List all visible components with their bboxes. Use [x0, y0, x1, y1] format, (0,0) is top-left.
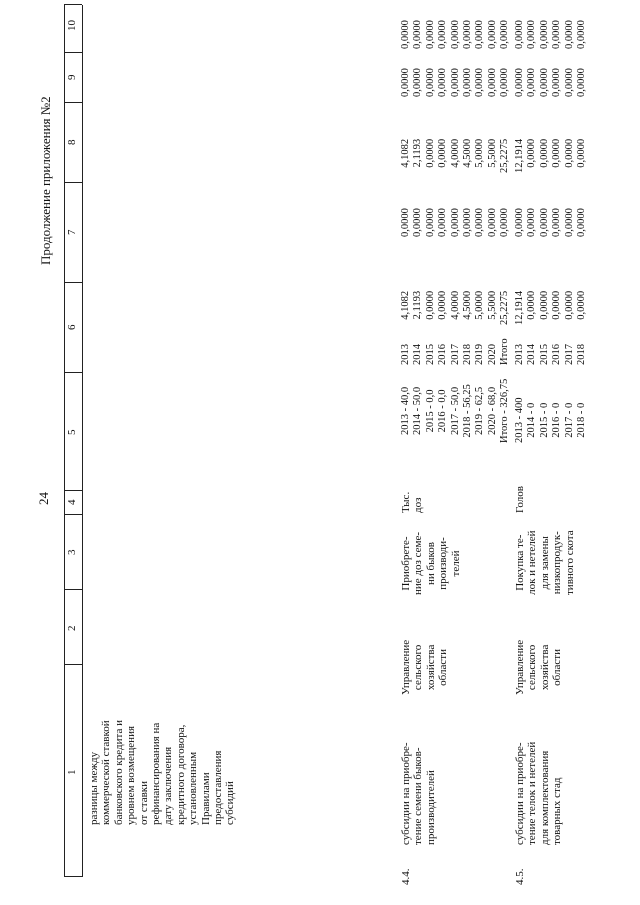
row-targets: 2013 - 40,0 2014 - 50,0 2015 - 0,0 2016 - 0,0 2017 - 50,0 2018 - 56,25 2019 - 62,5 2020 - 68,0 Итого - 326,75: [400, 378, 511, 443]
row-col8: 12,1914 0,0000 0,0000 0,0000 0,0000 0,0000: [514, 138, 588, 173]
column-number: 6: [66, 324, 78, 330]
row-years: 2013 2014 2015 2016 2017 2018 2019 2020 Итого: [400, 338, 511, 365]
row-years: 2013 2014 2015 2016 2017 2018: [514, 344, 588, 365]
header-divider: [64, 4, 82, 5]
header-divider: [64, 282, 82, 283]
row-col7: 0,0000 0,0000 0,0000 0,0000 0,0000 0,0000 0,0000 0,0000 0,0000: [400, 208, 511, 237]
row-number: 4.5.: [514, 868, 526, 885]
row-col6: 4,1082 2,1193 0,0000 0,0000 4,0000 4,5000 5,0000 5,5000 25,2275: [400, 290, 511, 325]
page-number: 24: [36, 492, 51, 505]
row-col6: 12,1914 0,0000 0,0000 0,0000 0,0000 0,0000: [514, 290, 588, 325]
header-divider: [64, 514, 82, 515]
row-col10: 0,0000 0,0000 0,0000 0,0000 0,0000 0,0000: [514, 20, 588, 49]
row-col8: 4,1082 2,1193 0,0000 0,0000 4,0000 4,5000 5,0000 5,5000 25,2275: [400, 138, 511, 173]
header-divider: [64, 372, 82, 373]
column-number: 9: [66, 74, 78, 80]
row-unit: Голов: [514, 486, 526, 513]
row-description: субсидии на приобре- тение семени быков- производителей: [400, 742, 437, 845]
column-number: 5: [66, 429, 78, 435]
row-executor: Управление сельского хозяйства области: [400, 639, 450, 695]
row-description: субсидии на приобре- тение телок и нетелей для комплектования товарных стад: [514, 741, 564, 845]
column-number: 8: [66, 139, 78, 145]
header-divider: [64, 664, 82, 665]
header-divider: [64, 182, 82, 183]
row-targets: 2013 - 400 2014 - 0 2015 - 0 2016 - 0 2017 - 0 2018 - 0: [514, 397, 588, 443]
appendix-title: Продолжение приложения №2: [38, 96, 53, 265]
row-number: 4.4.: [400, 868, 412, 885]
row-unit: Тыс. доз: [400, 491, 425, 513]
row-col10: 0,0000 0,0000 0,0000 0,0000 0,0000 0,0000 0,0000 0,0000 0,0000: [400, 20, 511, 49]
row-indicator: Покупка те- лок и нетелей для замены низкопродук- тивного скота: [514, 530, 576, 595]
header-divider: [64, 876, 82, 877]
header-bottom-rule: [82, 5, 83, 877]
header-top-rule: [64, 5, 65, 877]
continued-description: разницы между коммерческой ставкой банковского кредита и уровнем возмещения от ставки рефинансирования на дату заключения кредитного договора, установленным Правилами предоставления субсидий: [88, 720, 237, 825]
header-divider: [64, 490, 82, 491]
row-col7: 0,0000 0,0000 0,0000 0,0000 0,0000 0,0000: [514, 208, 588, 237]
row-indicator: Приобрете- ние доз семе- ни быков производи- телей: [400, 531, 462, 595]
header-divider: [64, 589, 82, 590]
header-divider: [64, 102, 82, 103]
header-divider: [64, 52, 82, 53]
row-col9: 0,0000 0,0000 0,0000 0,0000 0,0000 0,0000 0,0000 0,0000 0,0000: [400, 68, 511, 97]
column-number: 2: [66, 625, 78, 631]
row-executor: Управление сельского хозяйства области: [514, 639, 564, 695]
row-col9: 0,0000 0,0000 0,0000 0,0000 0,0000 0,0000: [514, 68, 588, 97]
column-number: 7: [66, 229, 78, 235]
column-number: 1: [66, 769, 78, 775]
column-number: 3: [66, 549, 78, 555]
column-number: 10: [66, 20, 78, 31]
column-number: 4: [66, 499, 78, 505]
